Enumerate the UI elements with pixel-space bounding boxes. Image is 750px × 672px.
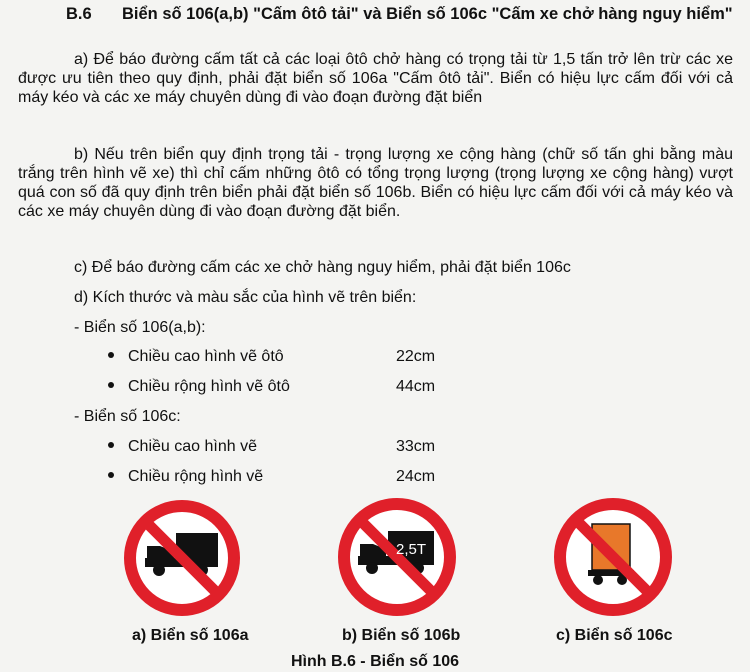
dimension-label: Chiều cao hình vẽ — [128, 438, 257, 455]
bullet-marker — [108, 468, 118, 478]
dimension-label: Chiều rộng hình vẽ — [128, 468, 264, 485]
bullet-marker — [108, 438, 118, 448]
dimension-value: 44cm — [396, 378, 436, 395]
dimension-value: 22cm — [396, 348, 436, 365]
sign-106c-image — [552, 496, 674, 618]
dimension-value: 33cm — [396, 438, 436, 455]
sign-106a-image — [122, 498, 242, 618]
sign-106a-caption: a) Biển số 106a — [132, 627, 249, 644]
dimension-label: Chiều cao hình vẽ ôtô — [128, 348, 284, 365]
dimension-value: 24cm — [396, 468, 436, 485]
group1-label: - Biển số 106(a,b): — [74, 319, 206, 336]
paragraph-b: b) Nếu trên biển quy định trọng tải - trọng lượng xe cộng hàng (chữ số tấn ghi bằng màu trắng trên hình vẽ xe) thì chỉ cấm những ôtô có tổng trọng lượng (trọng lượng xe cộng hàng) vượt quá con số đã quy định trên biển phải đặt biển số 106b. Biển có hiệu lực cấm đối với cả máy kéo và các xe máy chuyên dùng đi vào đoạn đường đặt biển. — [18, 146, 733, 220]
bullet-marker — [108, 348, 118, 358]
section-title: Biển số 106(a,b) "Cấm ôtô tải" và Biển số 106c "Cấm xe chở hàng nguy hiểm" — [122, 5, 733, 23]
sign-106b-caption: b) Biển số 106b — [342, 627, 461, 644]
figure-title: Hình B.6 - Biển số 106 — [290, 653, 460, 670]
dimension-label: Chiều rộng hình vẽ ôtô — [128, 378, 290, 395]
tonnage-label: 2,5T — [395, 541, 427, 558]
sign-106c-caption: c) Biển số 106c — [556, 627, 673, 644]
paragraph-a: a) Để báo đường cấm tất cả các loại ôtô chở hàng có trọng tải từ 1,5 tấn trở lên trừ các xe được ưu tiên theo quy định, phải đặt biển số 106a "Cấm ôtô tải". Biển có hiệu lực cấm đối với cả máy kéo và các xe máy chuyên dùng đi vào đoạn đường đặt biển — [18, 51, 733, 106]
sign-106b-image — [336, 496, 458, 618]
section-number: B.6 — [66, 5, 92, 23]
paragraph-c: c) Để báo đường cấm các xe chở hàng nguy hiểm, phải đặt biển 106c — [74, 259, 571, 276]
bullet-marker — [108, 378, 118, 388]
group2-label: - Biển số 106c: — [74, 408, 181, 425]
section-heading — [18, 4, 733, 24]
paragraph-d: d) Kích thước và màu sắc của hình vẽ trên biển: — [74, 289, 417, 306]
